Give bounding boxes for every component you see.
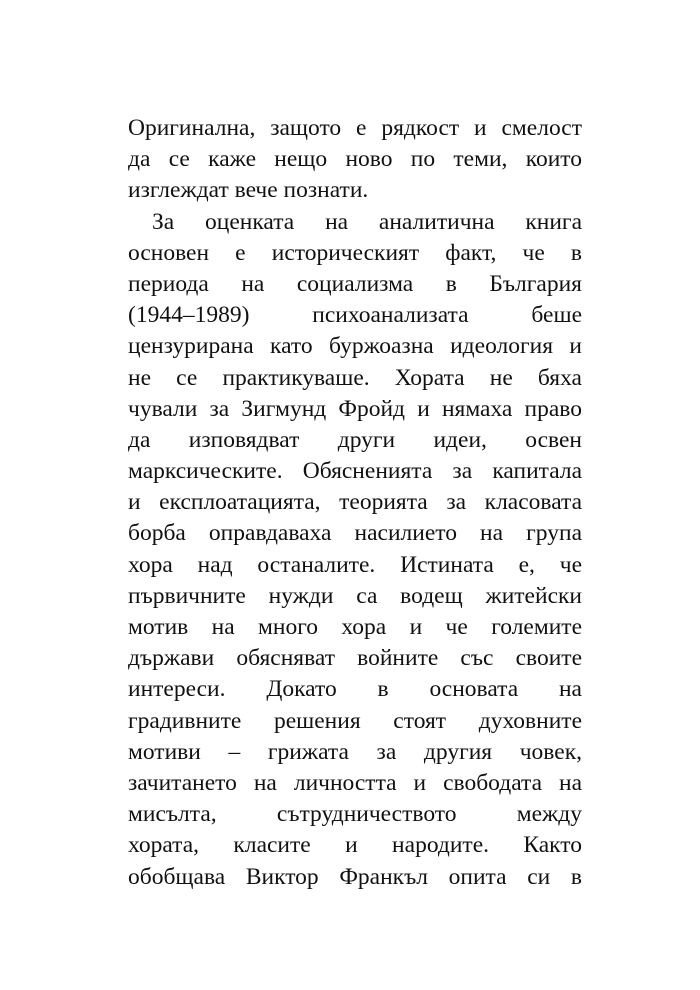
text-line: да изповядват други идеи, освен	[128, 426, 582, 453]
text-line: не се практикуваше. Хората не бяха	[128, 364, 582, 391]
text-line: периода на социализма в България	[128, 270, 582, 297]
text-line: хората, класите и народите. Както	[128, 832, 582, 859]
text-line: (1944–1989) психоанализата беше	[128, 302, 582, 329]
text-line: хора над останалите. Истината е, че	[128, 551, 582, 578]
text-line: зачитането на личността и свободата на	[128, 769, 582, 796]
text-line: първичните нужди са водещ житейски	[128, 582, 582, 609]
text-line: Оригинална, защото е рядкост и смелост	[128, 115, 582, 141]
text-line: мисълта, сътрудничеството между	[128, 801, 582, 828]
text-line: борба оправдаваха насилието на група	[128, 520, 582, 547]
text-line: мотив на много хора и че големите	[128, 614, 582, 640]
text-line: марксическите. Обясненията за капитала	[128, 458, 582, 485]
text-line: да се каже нещо ново по теми, които	[128, 146, 582, 173]
text-line: За оценката на аналитична книга	[152, 208, 582, 235]
text-line: основен е историческият факт, че в	[128, 239, 582, 266]
body-text	[128, 113, 582, 893]
text-line: цензурирана като буржоазна идеология и	[128, 333, 582, 360]
text-line: мотиви – грижата за другия човек,	[128, 738, 582, 765]
text-line: интереси. Докато в основата на	[128, 676, 582, 703]
text-line: обобщава Виктор Франкъл опита си в	[128, 863, 582, 890]
text-line: градивните решения стоят духовните	[128, 707, 582, 734]
text-line: и експлоатацията, теорията за класовата	[128, 489, 582, 516]
text-line: държави обясняват войните със своите	[128, 645, 582, 672]
text-line: чували за Зигмунд Фройд и нямаха право	[128, 395, 582, 422]
text-line: изглеждат вече познати.	[128, 177, 369, 204]
